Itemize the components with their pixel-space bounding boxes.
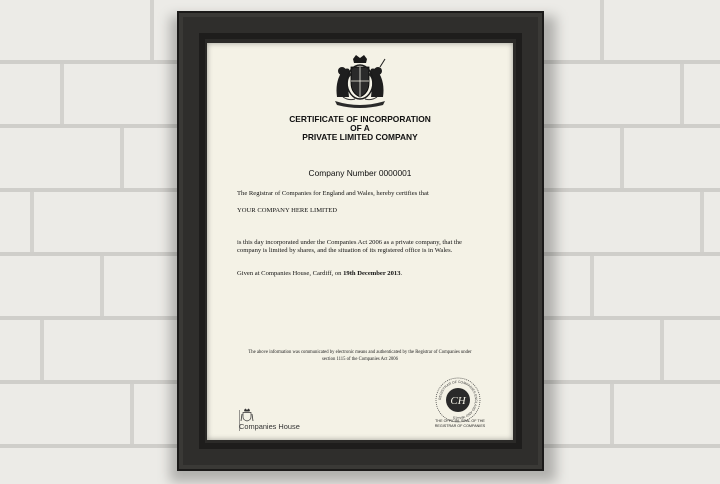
brick-joint <box>600 0 604 60</box>
brick-joint <box>130 384 134 444</box>
certificate-title-line-2: OF A <box>350 123 370 133</box>
certificate-title-line-3: PRIVATE LIMITED COMPANY <box>302 132 418 142</box>
seal-monogram: CH <box>450 395 466 407</box>
companies-house-label: Companies House <box>239 422 300 431</box>
authentication-note: The above information was communicated by electronic means and authenticated by the Registrar of Companies under section 1115 of the Companies Act 2006 <box>248 350 472 362</box>
certifies-intro: The Registrar of Companies for England and Wales, hereby certifies that <box>237 190 429 197</box>
brick-joint <box>610 384 614 444</box>
brick-joint <box>620 128 624 188</box>
seal-caption <box>423 419 497 429</box>
brick-joint <box>680 64 684 124</box>
brick-joint <box>100 256 104 316</box>
brick-joint <box>60 64 64 124</box>
certificate-title-line-1: CERTIFICATE OF INCORPORATION <box>289 114 431 124</box>
brick-joint <box>660 320 664 380</box>
company-name: YOUR COMPANY HERE LIMITED <box>237 207 338 214</box>
given-at-line <box>237 270 487 278</box>
brick-joint <box>700 192 704 252</box>
brick-joint <box>30 192 34 252</box>
incorporation-statement: is this day incorporated under the Companies Act 2006 as a private company, that the company is limited by shares, and the situation of its registered office is in Wales. <box>237 239 462 254</box>
brick-joint <box>590 256 594 316</box>
incorporation-date: 19th December 2013 <box>343 270 401 277</box>
certificate-paper <box>207 43 513 440</box>
brick-joint <box>150 0 154 60</box>
seal-caption-line-2: REGISTRAR OF COMPANIES <box>434 424 486 428</box>
given-at-suffix: . <box>400 270 403 277</box>
seal-ring-text: REGISTRAR OF COMPANIES ENGLAND AND WALES <box>437 379 479 421</box>
brick-joint <box>40 320 44 380</box>
company-number-value: 0000001 <box>378 168 412 178</box>
company-number-label: Company Number <box>308 168 377 178</box>
brick-joint <box>120 128 124 188</box>
royal-coat-of-arms-icon <box>329 53 391 109</box>
company-number-line <box>207 168 513 178</box>
seal-caption-line-1: THE OFFICIAL SEAL OF THE <box>435 419 485 423</box>
given-at-prefix: Given at Companies House, Cardiff, on <box>237 270 342 277</box>
registrar-seal-icon <box>434 376 482 424</box>
